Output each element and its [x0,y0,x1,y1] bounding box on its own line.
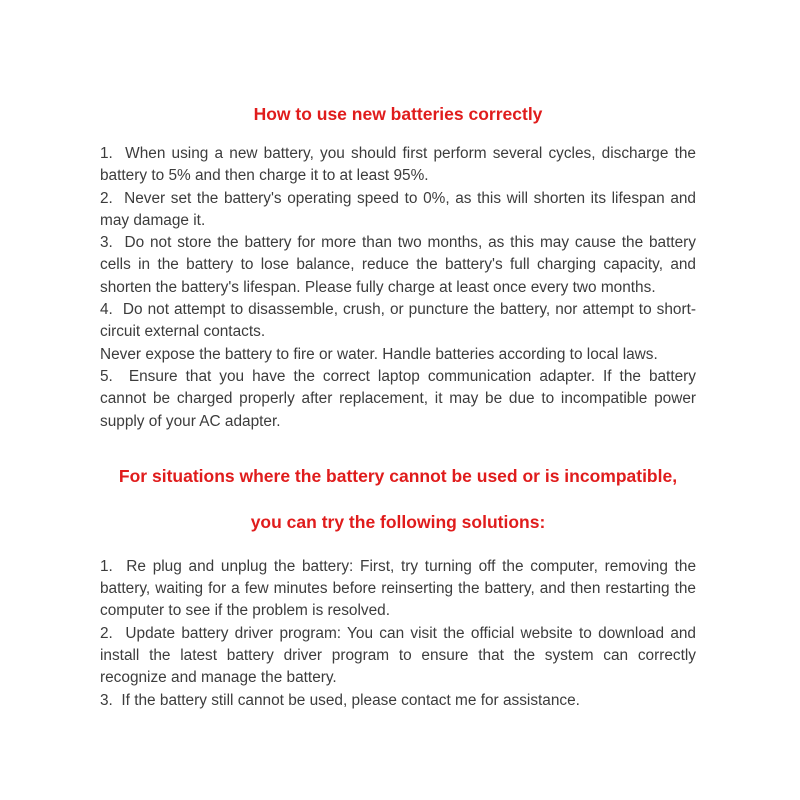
section1-paragraph-2: 2. Never set the battery's operating speed to 0%, as this will shorten its lifespan and may damage it. [100,189,696,229]
section1-paragraph-6: 5. Ensure that you have the correct laptop communication adapter. If the battery cannot be charged properly after replacement, it may be due to incompatible power supply of your AC adapter. [100,367,696,430]
section1-heading: How to use new batteries correctly [253,104,543,124]
section2-paragraph-1: 1. Re plug and unplug the battery: First, try turning off the computer, removing the battery, waiting for a few minutes before reinserting the battery, and then restarting the computer to see if the problem is resolved. [100,557,696,620]
section1-paragraph-4: 4. Do not attempt to disassemble, crush, or puncture the battery, nor attempt to short-circuit external contacts. [100,301,696,341]
section2-heading-line2: you can try the following solutions: [250,511,546,532]
section2-paragraph-2: 2. Update battery driver program: You can visit the official website to download and install the latest battery driver program to ensure that the system can correctly recognize and manage the battery. [100,624,696,687]
section1-paragraph-5: Never expose the battery to fire or water. Handle batteries according to local laws. [100,345,658,363]
section1-paragraph-1: 1. When using a new battery, you should first perform several cycles, discharge the battery to 5% and then charge it to at least 95%. [100,145,696,185]
section2-paragraph-3: 3. If the battery still cannot be used, please contact me for assistance. [100,691,580,709]
section1-paragraph-3: 3. Do not store the battery for more than two months, as this may cause the battery cells in the battery to lose balance, reduce the battery's full charging capacity, and shorten the battery's lifespan. Please fully charge at least once every two months. [100,234,696,296]
section2-heading-line1: For situations where the battery cannot be used or is incompatible, [118,465,678,486]
